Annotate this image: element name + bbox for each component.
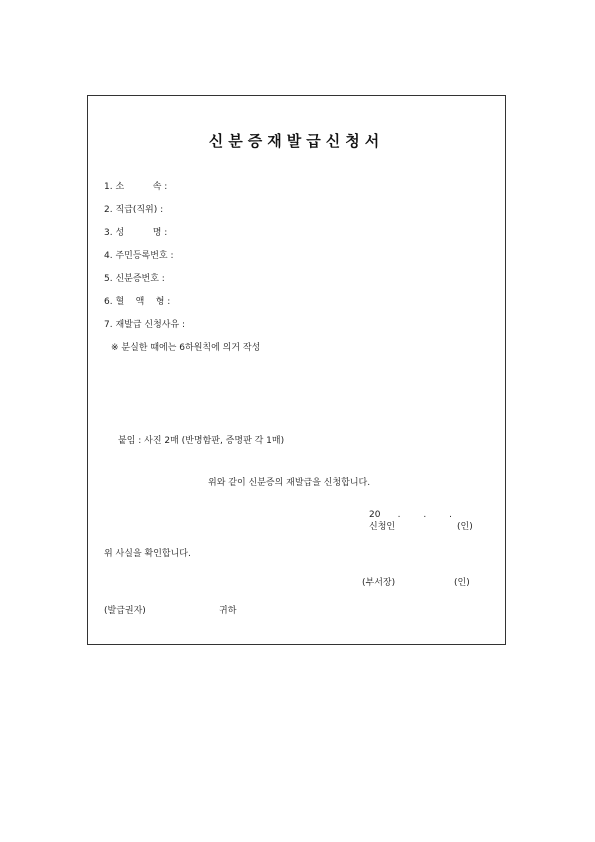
applicant-seal: (인) [457,522,473,532]
field-id-number: 5. 신분증번호 : [104,274,165,284]
applicant-label: 신청인 [369,522,396,532]
field-resident-number: 4. 주민등록번호 : [104,251,174,261]
attachment-text: 붙임 : 사진 2매 (반명함판, 증명판 각 1매) [118,436,285,446]
field-reissue-reason: 7. 재발급 신청사유 : [104,320,186,330]
dept-head-label: (부서장) [362,578,396,588]
confirm-text: 위 사실을 확인합니다. [104,549,191,559]
field-rank: 2. 직급(직위) : [104,205,164,215]
issuer-label: (발급권자) [104,606,146,616]
field-blood-type: 6. 혈 액 형 : [104,297,171,307]
field-affiliation: 1. 소 속 : [104,182,168,192]
form-title: 신분증재발급신청서 [208,132,385,150]
date-line: 20 . . . [369,510,452,520]
dept-head-seal: (인) [454,578,470,588]
field-name: 3. 성 명 : [104,228,168,238]
note-text: ※ 분실한 때에는 6하원칙에 의거 작성 [111,343,261,353]
form-frame [87,95,506,645]
statement-text: 위와 같이 신분증의 재발급을 신청합니다. [208,478,371,488]
addressee-text: 귀하 [219,606,237,616]
